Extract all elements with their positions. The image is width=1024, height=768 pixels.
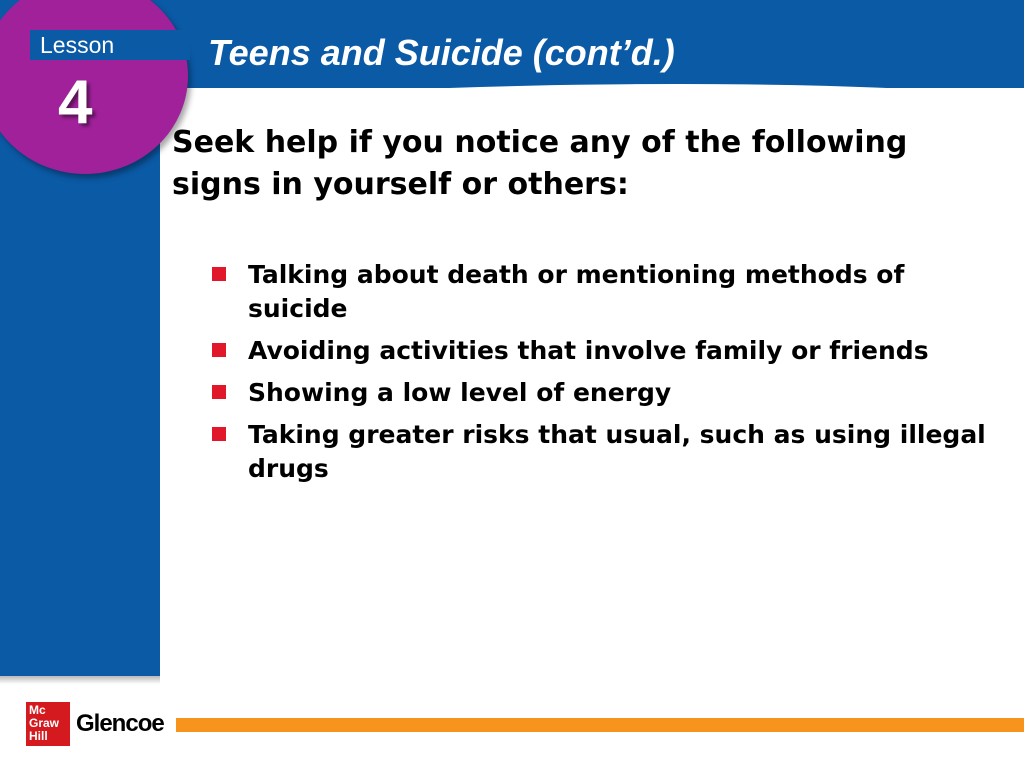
brand-name: Glencoe xyxy=(76,710,164,737)
bullet-text: Showing a low level of energy xyxy=(248,378,672,407)
square-bullet-icon xyxy=(212,267,226,281)
bullet-item xyxy=(212,334,992,368)
logo-text-line: Mc xyxy=(29,703,46,717)
bullet-item xyxy=(212,376,992,410)
logo-text-line: Hill xyxy=(29,729,48,743)
mcgraw-hill-logo xyxy=(26,702,70,746)
logo-text-line: Graw xyxy=(29,716,60,730)
bullet-text: Avoiding activities that involve family or friends xyxy=(248,336,929,365)
intro-text: Seek help if you notice any of the following signs in yourself or others: xyxy=(172,125,908,202)
bullet-text: Taking greater risks that usual, such as using illegal drugs xyxy=(248,420,986,483)
bullet-item xyxy=(212,258,992,326)
square-bullet-icon xyxy=(212,427,226,441)
bullet-item xyxy=(212,418,992,486)
square-bullet-icon xyxy=(212,385,226,399)
square-bullet-icon xyxy=(212,343,226,357)
lesson-label: Lesson xyxy=(30,30,190,60)
bullet-list xyxy=(212,258,992,494)
lesson-number: 4 xyxy=(58,68,93,137)
slide-title: Teens and Suicide (cont’d.) xyxy=(208,32,675,73)
footer-bar xyxy=(176,718,1024,732)
bullet-text: Talking about death or mentioning methods of suicide xyxy=(248,260,905,323)
sidebar-bottom-shadow xyxy=(0,676,168,684)
